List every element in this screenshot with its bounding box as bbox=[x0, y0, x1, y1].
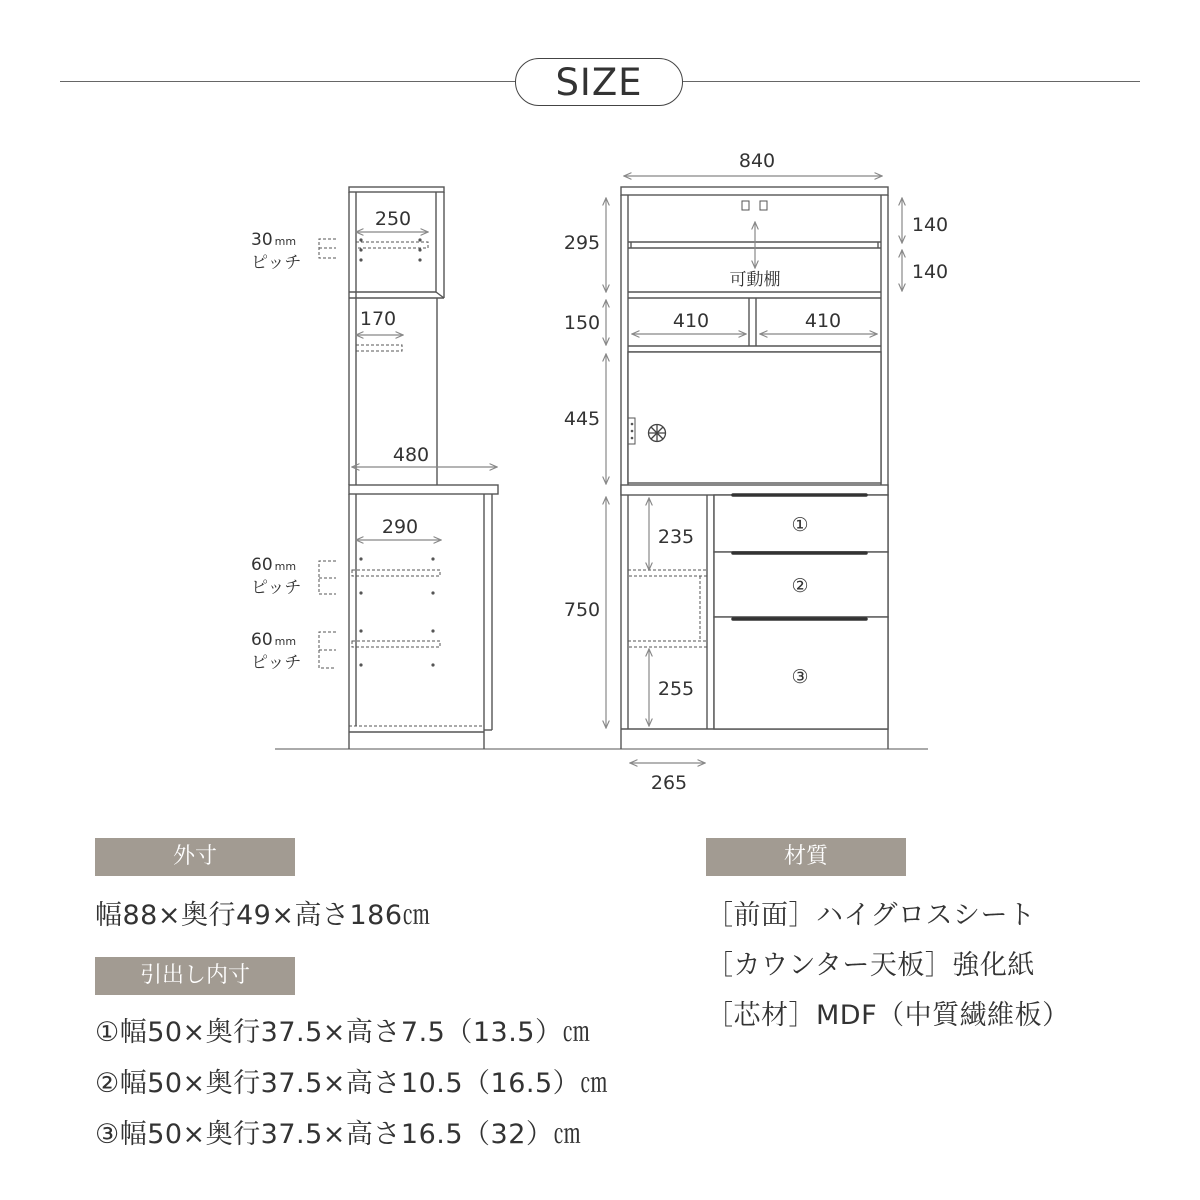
cubby-dim-right: 410 bbox=[804, 310, 842, 332]
pitch-word-3: ピッチ bbox=[251, 653, 302, 673]
movable-shelf-label: 可動棚 bbox=[729, 270, 781, 290]
drawer-label-1: ① bbox=[791, 514, 809, 536]
pitch-word-1: ピッチ bbox=[251, 253, 302, 273]
pitch-label-3: 60 mm bbox=[251, 630, 297, 650]
open-shelf-dim-235: 235 bbox=[657, 526, 695, 548]
side-dim-290: 290 bbox=[381, 516, 419, 538]
side-dim-250: 250 bbox=[374, 208, 412, 230]
material-section bbox=[706, 838, 1070, 1032]
outer-dimensions-section bbox=[95, 838, 430, 932]
material-line-1: ［前面］ハイグロスシート bbox=[706, 900, 1036, 931]
outer-dimensions-header: 外寸 bbox=[95, 838, 295, 876]
key-lock-icon bbox=[649, 425, 666, 442]
front-dim-445: 445 bbox=[563, 408, 601, 430]
side-dim-480: 480 bbox=[392, 444, 430, 466]
front-dim-140-lower: 140 bbox=[911, 261, 949, 283]
drawer-label-3: ③ bbox=[791, 666, 809, 688]
front-width-840: 840 bbox=[738, 150, 776, 172]
drawer-inner-section bbox=[95, 957, 608, 1151]
open-shelf-dim-255: 255 bbox=[657, 678, 695, 700]
material-line-2: ［カウンター天板］強化紙 bbox=[706, 950, 1035, 981]
drawer-inner-line-1: ①幅50×奥行37.5×高さ7.5（13.5）㎝ bbox=[95, 1017, 590, 1048]
page-title: SIZE bbox=[515, 58, 683, 106]
drawer-inner-header: 引出し内寸 bbox=[95, 957, 295, 995]
drawer-inner-line-3: ③幅50×奥行37.5×高さ16.5（32）㎝ bbox=[95, 1119, 581, 1150]
side-dim-170: 170 bbox=[359, 308, 397, 330]
drawer-inner-line-2: ②幅50×奥行37.5×高さ10.5（16.5）㎝ bbox=[95, 1068, 608, 1099]
front-dim-295: 295 bbox=[563, 232, 601, 254]
material-header: 材質 bbox=[706, 838, 906, 876]
outer-dimensions-text: 幅88×奥行49×高さ186㎝ bbox=[95, 900, 430, 931]
drawer-label-2: ② bbox=[791, 575, 809, 597]
pitch-label-2: 60 mm bbox=[251, 555, 297, 575]
bottom-dim-265: 265 bbox=[650, 772, 688, 794]
material-line-3: ［芯材］MDF（中質繊維板） bbox=[706, 1000, 1070, 1031]
side-view bbox=[319, 187, 498, 749]
front-dim-150: 150 bbox=[563, 312, 601, 334]
pitch-word-2: ピッチ bbox=[251, 578, 302, 598]
cubby-dim-left: 410 bbox=[672, 310, 710, 332]
front-dim-750: 750 bbox=[563, 599, 601, 621]
front-dim-140-upper: 140 bbox=[911, 214, 949, 236]
pitch-label-1: 30 mm bbox=[251, 230, 297, 250]
